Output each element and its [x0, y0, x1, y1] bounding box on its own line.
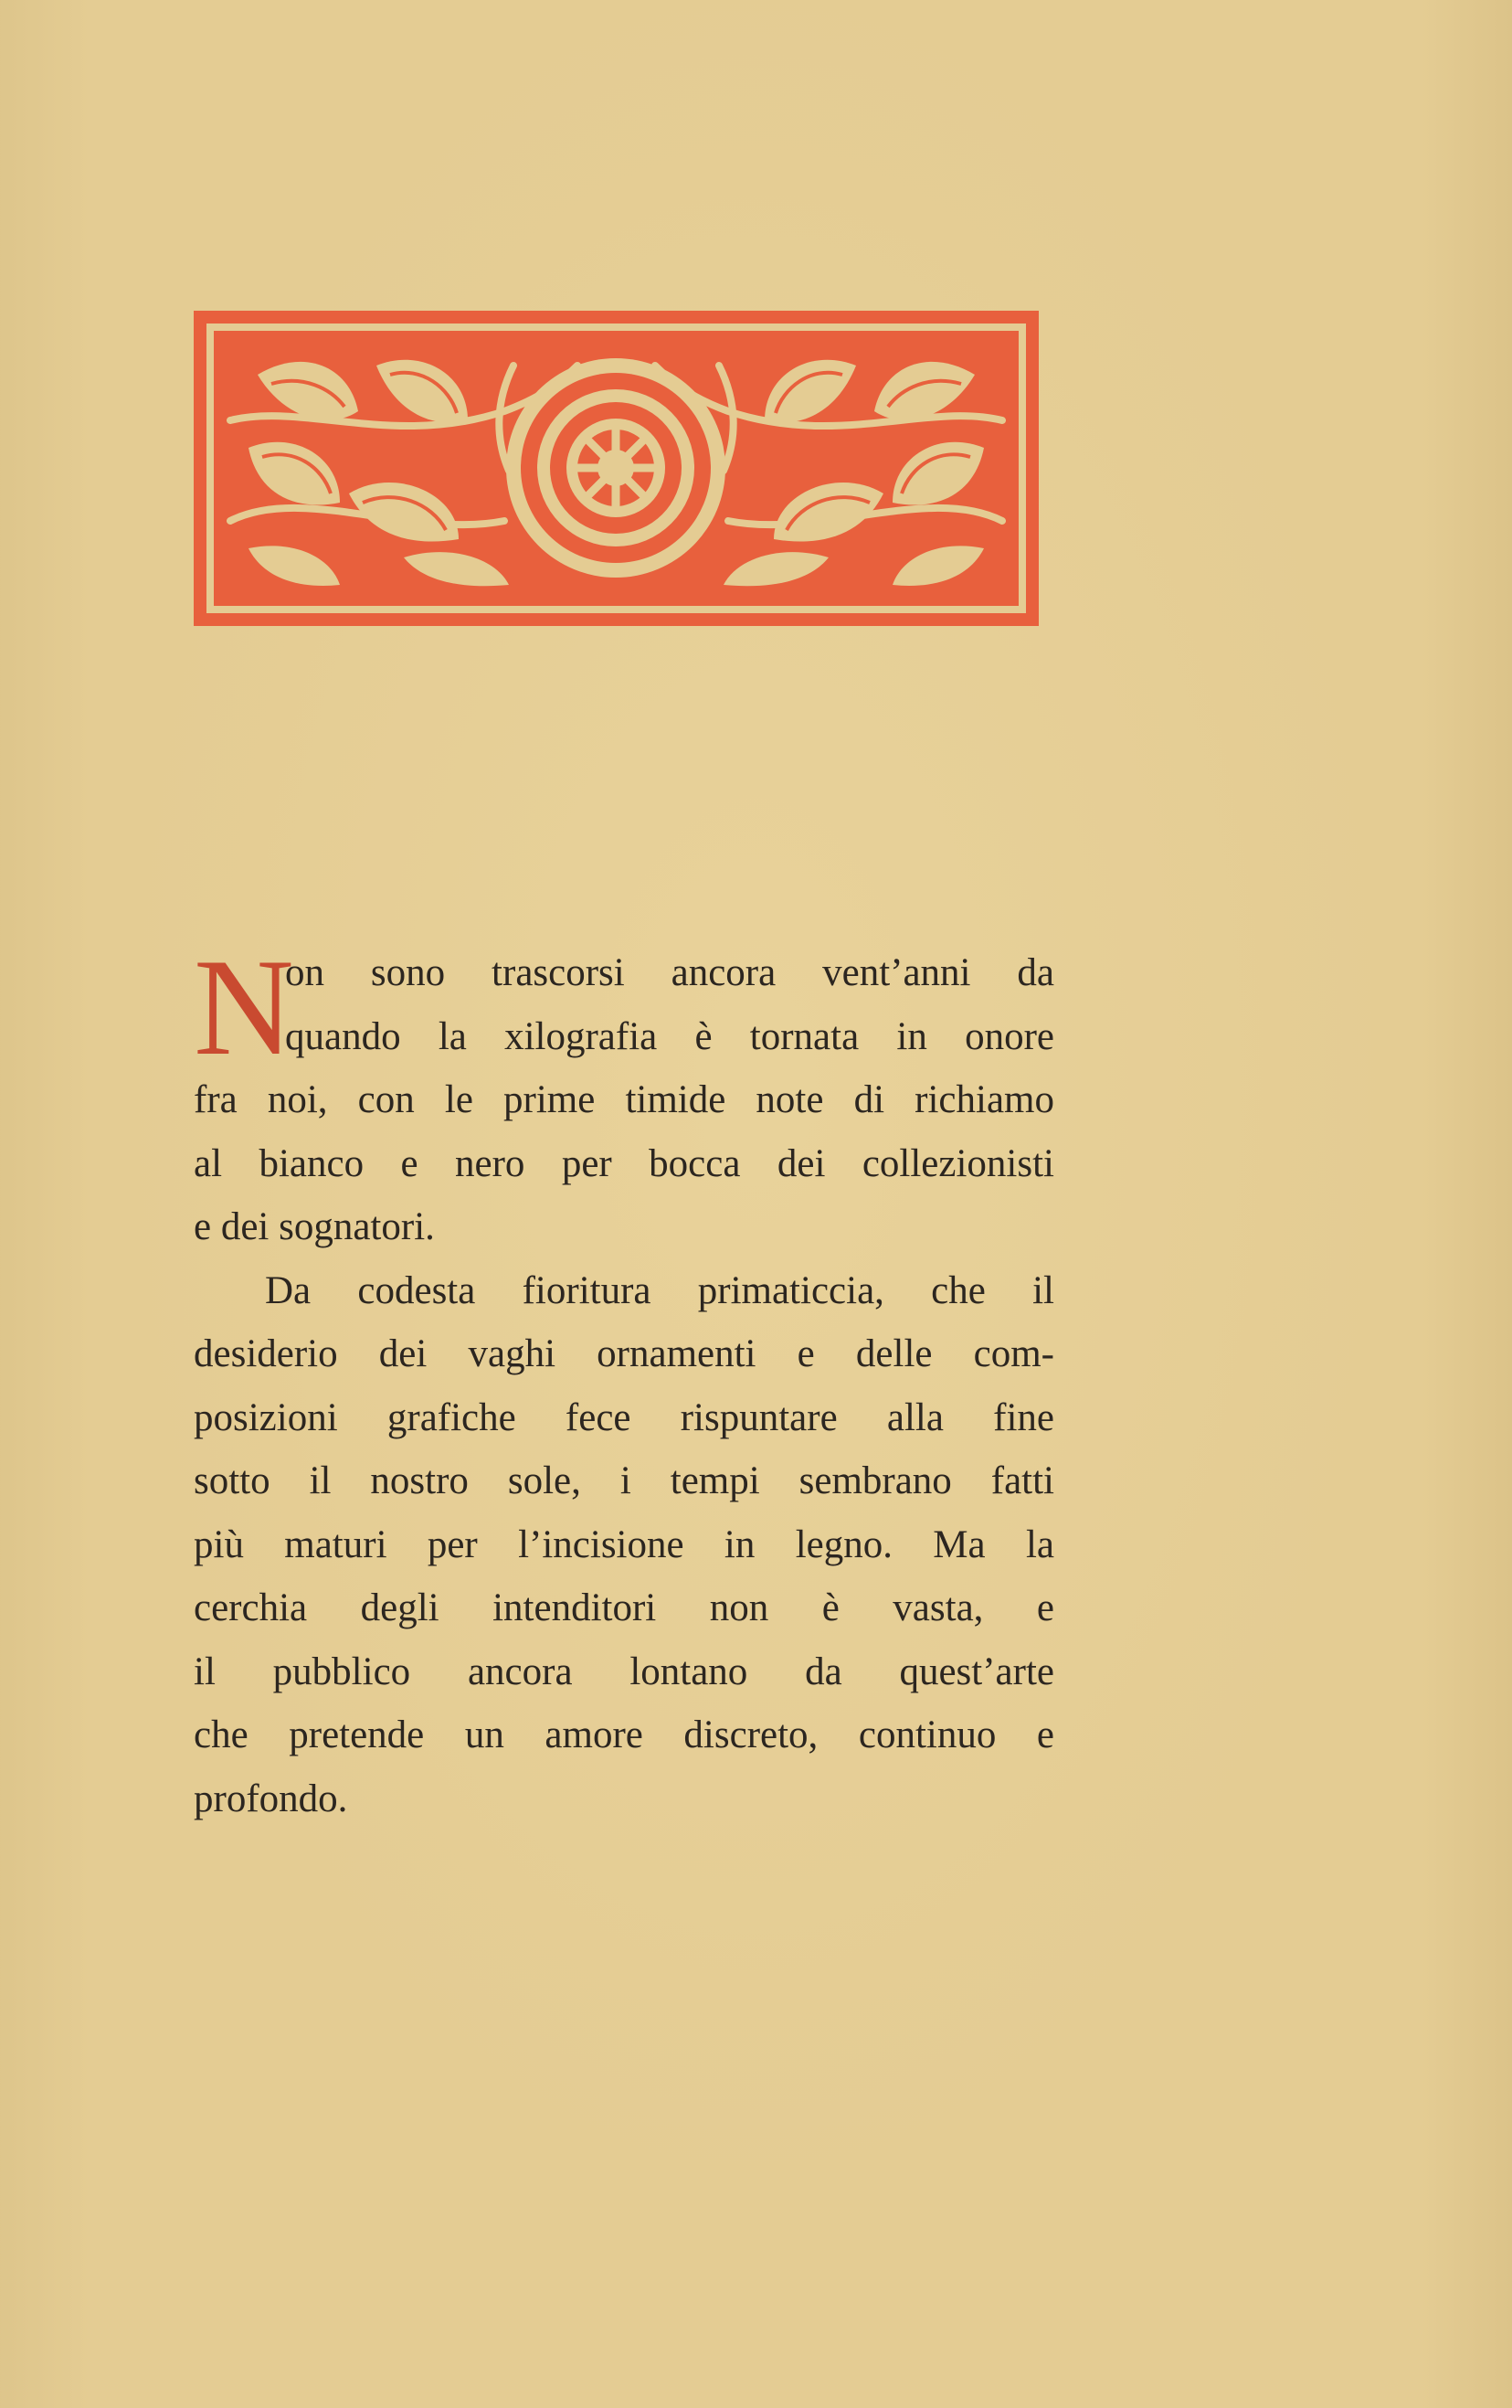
rose-ornament-icon: [194, 311, 1039, 626]
drop-cap-letter: N: [194, 930, 294, 1084]
text-line: quando la xilografia è tornata in onore: [285, 1014, 1054, 1058]
text-line: cerchia degli intenditori non è vasta, e: [194, 1586, 1054, 1629]
text-line: fra noi, con le prime timide note di richiamo: [194, 1078, 1054, 1121]
text-line: e dei sognatori.: [194, 1205, 435, 1248]
text-line: posizioni grafiche fece rispuntare alla fine: [194, 1395, 1054, 1439]
text-line: che pretende un amore discreto, continuo e: [194, 1713, 1054, 1756]
paragraph-two: [194, 1259, 1054, 1831]
woodcut-headpiece-ornament: [194, 311, 1039, 626]
text-line: sotto il nostro sole, i tempi sembrano fatti: [194, 1459, 1054, 1502]
text-line: on sono trascorsi ancora vent’anni da: [285, 951, 1054, 994]
text-line: il pubblico ancora lontano da quest’arte: [194, 1650, 1054, 1693]
text-line: più maturi per l’incisione in legno. Ma la: [194, 1522, 1054, 1566]
text-line: profondo.: [194, 1777, 348, 1820]
text-line: al bianco e nero per bocca dei collezionisti: [194, 1141, 1054, 1185]
body-text: [194, 930, 1054, 1830]
text-line: Da codesta fioritura primaticcia, che il: [265, 1268, 1054, 1312]
paragraph-one: [194, 930, 1054, 1259]
text-line: desiderio dei vaghi ornamenti e delle com-: [194, 1332, 1054, 1375]
